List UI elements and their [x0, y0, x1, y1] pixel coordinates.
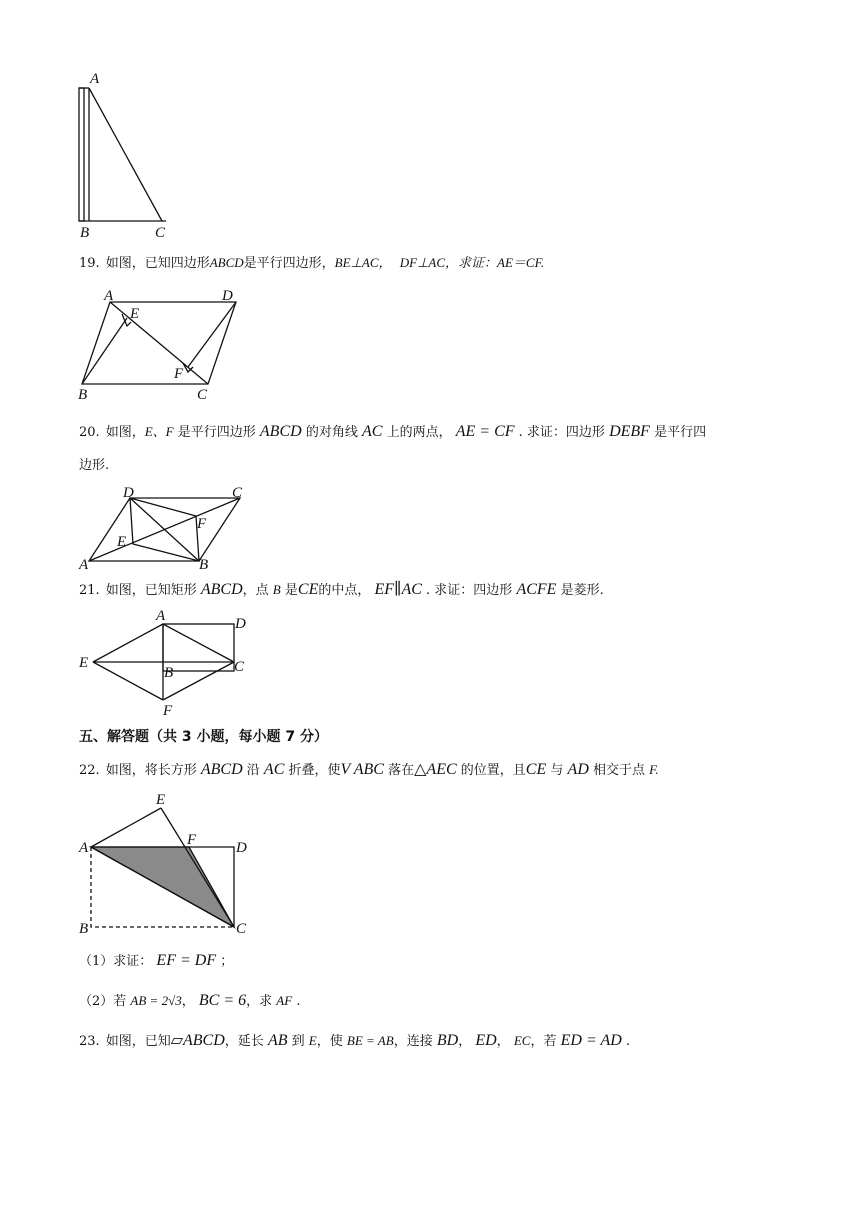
q-text: 上的两点，: [386, 425, 452, 440]
label-E: E: [130, 306, 140, 322]
segment-AE: [91, 808, 161, 847]
question-23: [79, 1030, 630, 1053]
q-text: 的位置，且: [460, 763, 526, 778]
label-E: E: [117, 534, 127, 550]
q-text: 落在: [388, 763, 415, 778]
hypotenuse: [89, 88, 162, 221]
figure-20: [75, 482, 255, 574]
question-22: [79, 759, 659, 782]
label-C: C: [197, 387, 208, 403]
question-20: [79, 421, 706, 444]
q-math: ED: [475, 1032, 497, 1049]
q-math: B: [272, 582, 281, 597]
label-B: B: [164, 665, 174, 681]
q-text: 是平行四边形，: [243, 256, 335, 271]
figure-21: [75, 608, 260, 720]
label-E: E: [79, 655, 89, 671]
label-D: D: [235, 616, 246, 632]
diagonal-AC: [163, 624, 234, 662]
question-number: 22.: [79, 763, 100, 778]
segment-EF: [93, 662, 163, 700]
label-D: D: [123, 485, 134, 501]
figure-19: [70, 285, 260, 405]
q-text: 折叠，使: [288, 763, 341, 778]
label-E: E: [156, 792, 166, 808]
q-text: . 求证：四边形: [426, 583, 513, 598]
q-math: DEBF: [609, 423, 650, 440]
q-text: ，: [458, 1034, 472, 1049]
q-text: 的对角线: [305, 425, 358, 440]
label-A: A: [90, 71, 100, 87]
q-math: V ABC: [340, 761, 384, 778]
q-text: ，延长: [224, 1034, 264, 1049]
q-math: AE = CF: [455, 423, 515, 440]
q-text: ，: [496, 1034, 510, 1049]
q-text: .: [625, 1034, 631, 1049]
label-C: C: [234, 659, 245, 675]
q-math: ACFE: [516, 581, 557, 598]
q-math: AF: [276, 993, 293, 1008]
label-C: C: [236, 921, 247, 937]
q-math: AC: [361, 423, 383, 440]
q-math: E: [308, 1033, 317, 1048]
question-22-part2: [79, 990, 300, 1013]
label-C: C: [155, 225, 166, 240]
q-math: EF = DF: [156, 952, 217, 969]
question-number: 23.: [79, 1034, 100, 1049]
label-D: D: [236, 840, 247, 856]
segment-DF: [188, 302, 236, 367]
figure-22: [70, 788, 260, 940]
pole-outer: [79, 88, 84, 221]
q-math: F.: [649, 762, 659, 777]
q-text: ，求: [246, 994, 273, 1009]
q-math: AB: [267, 1032, 288, 1049]
q-text: 如图，已知: [105, 1034, 171, 1049]
q-text: ，连接: [393, 1034, 433, 1049]
q-text: 如图，已知矩形: [105, 583, 197, 598]
q-math: ABCD: [200, 581, 243, 598]
q-math: BC = 6: [198, 992, 247, 1009]
q-math: ABCD: [259, 423, 302, 440]
q-text: 边形.: [79, 458, 110, 473]
label-A: A: [156, 608, 166, 624]
segment-BE: [82, 318, 127, 384]
question-number: 19.: [79, 256, 100, 271]
q-math: AE＝CF.: [497, 255, 545, 270]
segment-FC: [163, 662, 234, 700]
q-text: ，若: [530, 1034, 557, 1049]
q-math: CE: [525, 761, 547, 778]
q-text: 的中点，: [318, 583, 371, 598]
question-20-line2: [79, 455, 109, 477]
diagonal-AC: [110, 302, 208, 384]
figure-18: [70, 70, 180, 240]
q-text: ；: [220, 954, 234, 969]
q-text: 如图，已知四边形: [105, 256, 210, 271]
q-text: 是平行四边形: [177, 425, 256, 440]
q-text: ，点: [242, 583, 269, 598]
label-F: F: [197, 516, 207, 532]
label-A: A: [79, 557, 89, 573]
q-text: 是平行四: [654, 425, 707, 440]
q-text: （2）若: [79, 994, 127, 1009]
q-text: 与: [550, 763, 564, 778]
question-19: [79, 252, 544, 275]
label-B: B: [199, 557, 209, 573]
q-text: . 求证：四边形: [518, 425, 605, 440]
label-F: F: [163, 703, 173, 719]
q-text: 是: [284, 583, 298, 598]
question-21: [79, 579, 604, 602]
q-math: ABCD: [209, 255, 244, 270]
question-22-part1: [79, 950, 233, 973]
q-math: △AEC: [414, 761, 457, 778]
label-D: D: [222, 288, 233, 304]
label-A: A: [104, 288, 114, 304]
q-math: AC: [263, 761, 285, 778]
label-B: B: [80, 225, 90, 240]
q-text: 相交于点: [593, 763, 646, 778]
label-C: C: [232, 485, 243, 501]
label-B: B: [79, 921, 89, 937]
q-math: DF⊥AC，求证：: [399, 255, 498, 270]
question-number: 21.: [79, 583, 100, 598]
q-math: CE: [297, 581, 319, 598]
q-math: BE⊥AC，: [334, 255, 392, 270]
q-math: E、F: [144, 424, 174, 439]
q-math: AD: [567, 761, 589, 778]
q-text: 如图，: [105, 425, 145, 440]
q-text: ，使: [316, 1034, 343, 1049]
q-math: BE = AB: [346, 1033, 394, 1048]
label-F: F: [174, 366, 184, 382]
section-heading: 五、解答题（共 3 小题，每小题 7 分）: [79, 729, 328, 745]
q-math: ED = AD: [560, 1032, 622, 1049]
label-A: A: [79, 840, 89, 856]
q-math: BD: [436, 1032, 459, 1049]
q-math: EC: [513, 1033, 531, 1048]
label-F: F: [187, 832, 197, 848]
q-text: ，: [181, 994, 195, 1009]
q-text: .: [296, 994, 301, 1009]
q-math: ▱ABCD: [170, 1032, 225, 1049]
q-math: AB = 2√3: [130, 993, 182, 1008]
q-math: ABCD: [200, 761, 243, 778]
q-math: EF∥AC: [374, 581, 422, 598]
q-text: （1）求证：: [79, 954, 153, 969]
rectangle-ABCD: [163, 624, 234, 671]
q-text: 沿: [246, 763, 260, 778]
segment-EA: [93, 624, 163, 662]
q-text: 是菱形.: [560, 583, 604, 598]
q-text: 到: [291, 1034, 305, 1049]
label-B: B: [78, 387, 88, 403]
q-text: 如图，将长方形: [105, 763, 197, 778]
question-number: 20.: [79, 425, 100, 440]
